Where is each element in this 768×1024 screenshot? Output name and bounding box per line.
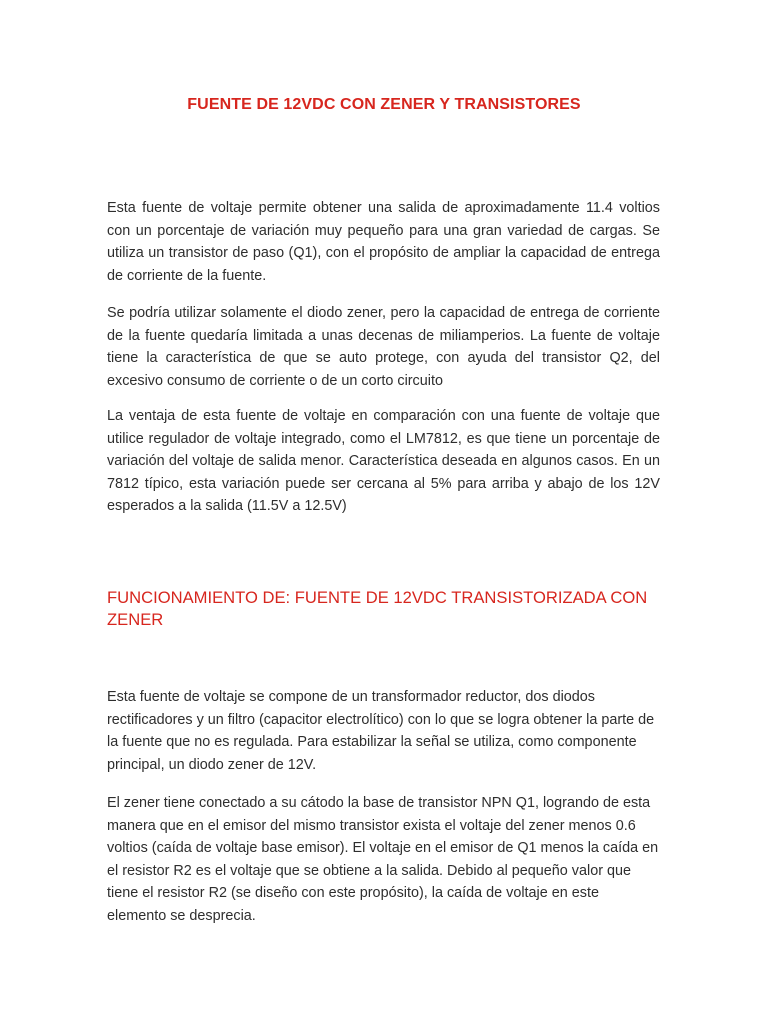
- section-paragraph-2: El zener tiene conectado a su cátodo la base de transistor NPN Q1, logrando de esta manera que en el emisor del mismo transistor exista el voltaje del zener menos 0.6 voltios (caída de voltaje base emisor). El voltaje en el emisor de Q1 menos la caída en el resistor R2 es el voltaje que se obtiene a la salida. Debido al pequeño valor que tiene el resistor R2 (se diseño con este propósito), la caída de voltaje en este elemento se desprecia.: [107, 795, 659, 924]
- intro-paragraph-2: Se podría utilizar solamente el diodo zener, pero la capacidad de entrega de corriente de la fuente quedaría limitada a unas decenas de miliamperios. La fuente de voltaje tiene la característica de que se auto protege, con ayuda del transistor Q2, del excesivo consumo de corriente o de un corto circuito: [107, 305, 660, 389]
- document-title: FUENTE DE 12VDC CON ZENER Y TRANSISTORES: [187, 96, 581, 113]
- intro-paragraph-1: Esta fuente de voltaje permite obtener una salida de aproximadamente 11.4 voltios con un porcentaje de variación muy pequeño para una gran variedad de cargas. Se utiliza un transistor de paso (Q1), con el propósito de ampliar la capacidad de entrega de corriente de la fuente.: [107, 200, 660, 284]
- intro-paragraph-3: La ventaja de esta fuente de voltaje en comparación con una fuente de voltaje que utilice regulador de voltaje integrado, como el LM7812, es que tiene un porcentaje de variación del voltaje de salida menor. Característica deseada en algunos casos. En un 7812 típico, esta variación puede ser cercana al 5% para arriba y abajo de los 12V esperados a la salida (11.5V a 12.5V): [107, 408, 660, 515]
- section-paragraph-1: Esta fuente de voltaje se compone de un transformador reductor, dos diodos rectificadores y un filtro (capacitor electrolítico) con lo que se logra obtener la parte de la fuente que no es regulada. Para estabilizar la señal se utiliza, como componente principal, un diodo zener de 12V.: [107, 689, 655, 773]
- section-heading: FUNCIONAMIENTO DE: FUENTE DE 12VDC TRANSISTORIZADA CON ZENER: [107, 588, 648, 629]
